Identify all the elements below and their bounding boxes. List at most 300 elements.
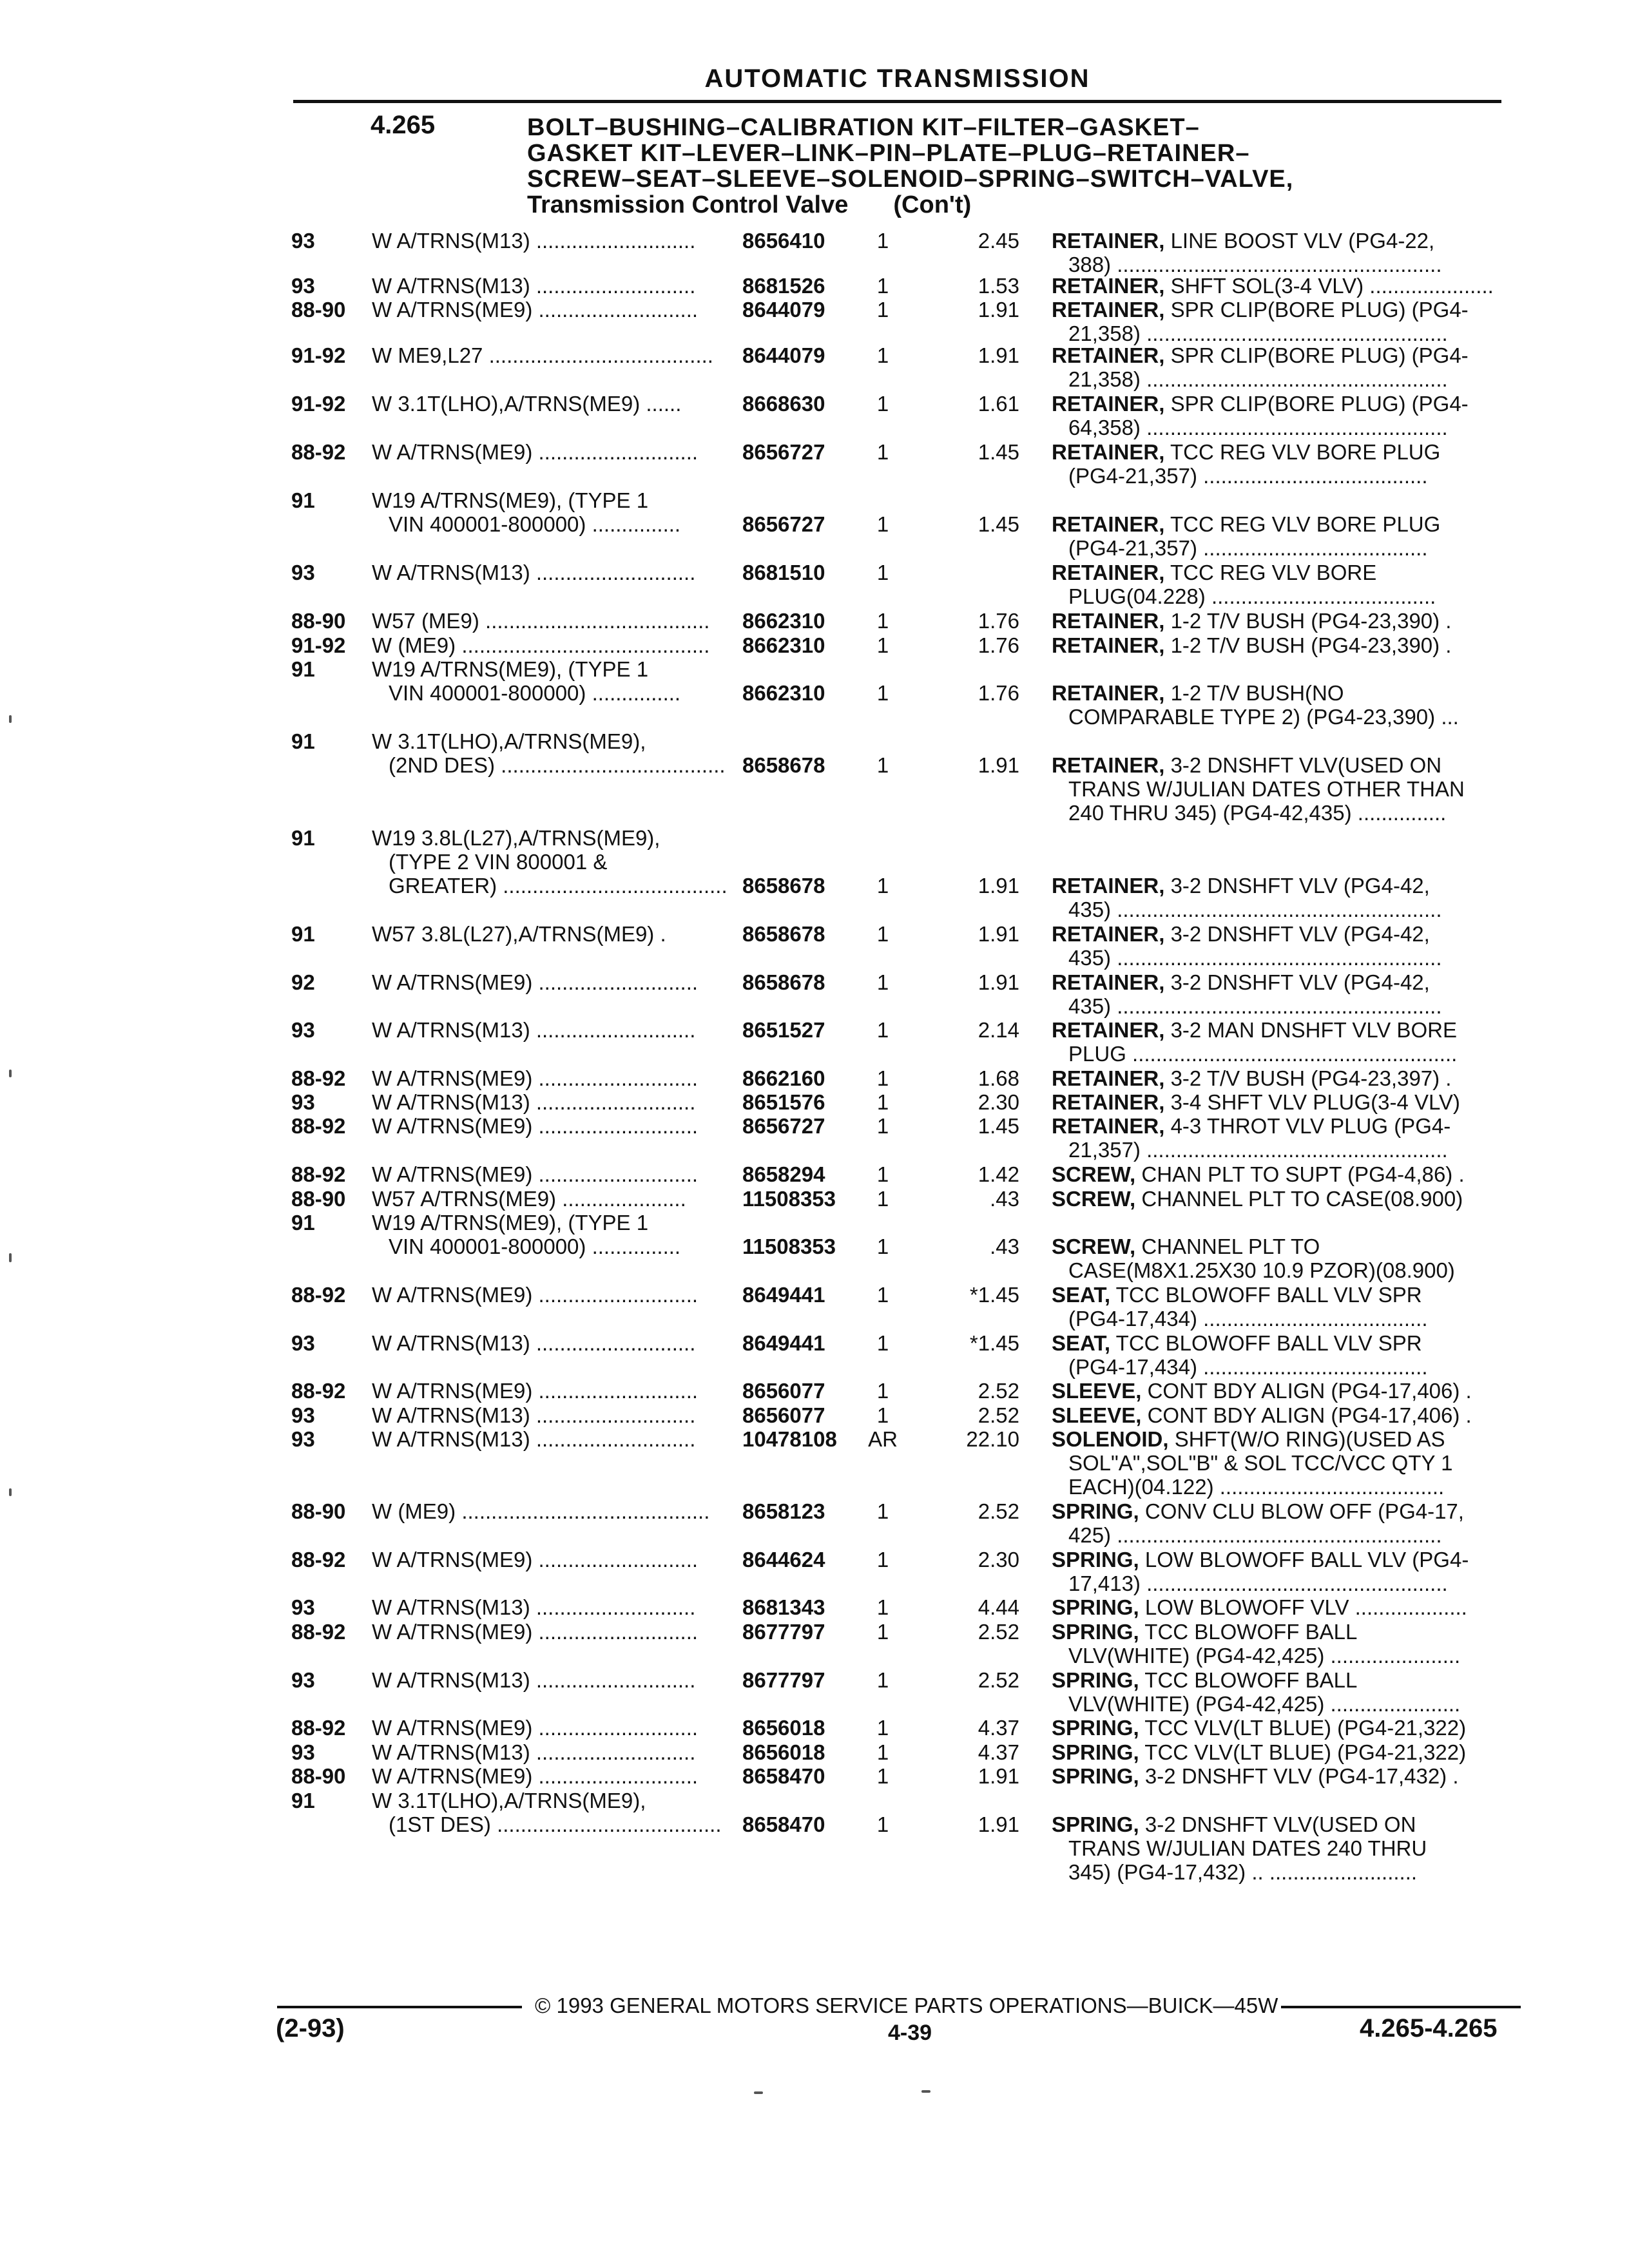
model-year: 88-90 — [291, 1764, 346, 1788]
part-name: SCREW, — [1052, 1162, 1136, 1186]
model-year: 88-92 — [291, 1379, 346, 1403]
usage-text: W A/TRNS(ME9) ........................... — [372, 1620, 699, 1644]
part-number: 8681343 — [742, 1595, 825, 1619]
part-number: 8656727 — [742, 440, 825, 464]
part-number: 8656018 — [742, 1716, 825, 1740]
usage-text: W A/TRNS(ME9) ........................... — [372, 1114, 699, 1138]
price: 2.52 — [978, 1499, 1019, 1523]
quantity: 1 — [876, 633, 889, 657]
scan-speck — [9, 715, 12, 723]
part-number: 8662310 — [742, 609, 825, 633]
description — [1052, 922, 1522, 946]
model-year: 91-92 — [291, 392, 346, 416]
part-name: RETAINER, — [1052, 392, 1165, 416]
space — [1135, 1187, 1141, 1211]
price: 1.53 — [978, 274, 1019, 298]
quantity: 1 — [876, 1379, 889, 1403]
description-continuation: 435) ....................................................... — [1068, 946, 1442, 970]
part-name: SCREW, — [1052, 1235, 1136, 1258]
usage-text: (1ST DES) ...................................... — [389, 1812, 722, 1836]
scan-speck — [754, 2091, 763, 2094]
description-text: 3-2 DNSHFT VLV (PG4-42, — [1170, 970, 1430, 994]
description-text: 4-3 THROT VLV PLUG (PG4- — [1170, 1114, 1451, 1138]
part-name: RETAINER, — [1052, 970, 1165, 994]
price: 2.52 — [978, 1668, 1019, 1692]
part-name: SLEEVE, — [1052, 1379, 1142, 1403]
usage-text: W A/TRNS(ME9) ........................... — [372, 1379, 699, 1403]
scan-speck — [9, 1253, 12, 1262]
price: 4.37 — [978, 1716, 1019, 1740]
usage-text: W 3.1T(LHO),A/TRNS(ME9), — [372, 1789, 646, 1812]
model-year: 93 — [291, 1427, 315, 1451]
part-name: RETAINER, — [1052, 512, 1165, 536]
model-year: 93 — [291, 1090, 315, 1114]
usage-text: W A/TRNS(M13) ........................... — [372, 1403, 696, 1427]
space — [1164, 392, 1170, 416]
description — [1052, 440, 1522, 464]
space — [1139, 1499, 1145, 1523]
footer-page-number: 4-39 — [888, 2021, 932, 2045]
part-name: RETAINER, — [1052, 298, 1165, 322]
usage-text: VIN 400001-800000) ............... — [389, 512, 681, 536]
part-name: RETAINER, — [1052, 609, 1165, 633]
description — [1052, 1764, 1522, 1788]
quantity: 1 — [876, 1090, 889, 1114]
price: 1.91 — [978, 874, 1019, 898]
space — [1110, 1331, 1116, 1355]
space — [1164, 1066, 1170, 1090]
part-number: 8656018 — [742, 1740, 825, 1764]
part-number: 8677797 — [742, 1668, 825, 1692]
quantity: 1 — [876, 1403, 889, 1427]
usage-text: W A/TRNS(ME9) ........................... — [372, 298, 699, 322]
price: 1.91 — [978, 343, 1019, 367]
part-number: 8656727 — [742, 512, 825, 536]
space — [1135, 1235, 1141, 1258]
usage-text: W57 A/TRNS(ME9) ..................... — [372, 1187, 686, 1211]
quantity: 1 — [876, 229, 889, 253]
quantity: 1 — [876, 1162, 889, 1186]
part-name: RETAINER, — [1052, 681, 1165, 705]
part-number: 8644624 — [742, 1548, 825, 1571]
price: 1.76 — [978, 681, 1019, 705]
price: 1.91 — [978, 753, 1019, 777]
quantity: AR — [868, 1427, 898, 1451]
space — [1164, 343, 1170, 367]
model-year: 91 — [291, 488, 315, 512]
description-continuation: 345) (PG4-17,432) .. ......................... — [1068, 1860, 1418, 1884]
space — [1164, 609, 1170, 633]
description-continuation: PLUG ....................................................... — [1068, 1042, 1458, 1066]
description-continuation: 21,358) ................................................... — [1068, 367, 1448, 391]
model-year: 88-92 — [291, 1716, 346, 1740]
part-name: SEAT, — [1052, 1283, 1111, 1307]
quantity: 1 — [876, 681, 889, 705]
quantity: 1 — [876, 753, 889, 777]
price: 1.45 — [978, 1114, 1019, 1138]
model-year: 88-90 — [291, 1499, 346, 1523]
description-continuation: (PG4-21,357) ...................................... — [1068, 536, 1428, 560]
price: 2.52 — [978, 1379, 1019, 1403]
model-year: 93 — [291, 561, 315, 584]
continued-label: (Con't) — [893, 191, 972, 218]
description-continuation: VLV(WHITE) (PG4-42,425) ...................... — [1068, 1692, 1461, 1716]
quantity: 1 — [876, 1114, 889, 1138]
description-text: 3-2 DNSHFT VLV(USED ON — [1170, 753, 1442, 777]
model-year: 88-92 — [291, 1066, 346, 1090]
part-name: SLEEVE, — [1052, 1403, 1142, 1427]
description-text: TCC BLOWOFF BALL VLV SPR — [1115, 1331, 1422, 1355]
quantity: 1 — [876, 512, 889, 536]
part-name: SPRING, — [1052, 1716, 1139, 1740]
price: 1.91 — [978, 298, 1019, 322]
part-number: 8644079 — [742, 343, 825, 367]
description-text: CONV CLU BLOW OFF (PG4-17, — [1144, 1499, 1464, 1523]
space — [1141, 1379, 1147, 1403]
description — [1052, 1235, 1522, 1258]
model-year: 88-92 — [291, 1162, 346, 1186]
price: 2.45 — [978, 229, 1019, 253]
part-name: SPRING, — [1052, 1595, 1139, 1619]
description — [1052, 1716, 1522, 1740]
price: 1.91 — [978, 1764, 1019, 1788]
price: 2.30 — [978, 1090, 1019, 1114]
description — [1052, 1499, 1522, 1523]
usage-text: W19 A/TRNS(ME9), (TYPE 1 — [372, 488, 649, 512]
quantity: 1 — [876, 1283, 889, 1307]
part-number: 8651576 — [742, 1090, 825, 1114]
model-year: 93 — [291, 1740, 315, 1764]
usage-text: VIN 400001-800000) ............... — [389, 681, 681, 705]
space — [1164, 1018, 1170, 1042]
description-text: 1-2 T/V BUSH (PG4-23,390) . — [1170, 609, 1452, 633]
description — [1052, 1018, 1522, 1042]
usage-text: W A/TRNS(ME9) ........................... — [372, 1764, 699, 1788]
part-name: RETAINER, — [1052, 922, 1165, 946]
price: 1.76 — [978, 609, 1019, 633]
description-text: SPR CLIP(BORE PLUG) (PG4- — [1170, 343, 1469, 367]
footer-date-code: (2-93) — [276, 2014, 345, 2042]
usage-text: W A/TRNS(M13) ........................... — [372, 1595, 696, 1619]
description-continuation: 17,413) ................................................... — [1068, 1571, 1448, 1595]
part-name: RETAINER, — [1052, 1090, 1165, 1114]
model-year: 91 — [291, 922, 315, 946]
part-name: SPRING, — [1052, 1548, 1139, 1571]
part-name: RETAINER, — [1052, 561, 1165, 584]
part-number: 11508353 — [742, 1187, 836, 1211]
description — [1052, 681, 1522, 705]
description-text: CHANNEL PLT TO CASE(08.900) — [1141, 1187, 1463, 1211]
price: 1.68 — [978, 1066, 1019, 1090]
usage-text: W19 A/TRNS(ME9), (TYPE 1 — [372, 1211, 649, 1235]
quantity: 1 — [876, 1548, 889, 1571]
usage-text: W57 (ME9) ...................................... — [372, 609, 710, 633]
part-number: 8658678 — [742, 753, 825, 777]
part-name: RETAINER, — [1052, 440, 1165, 464]
scan-speck — [921, 2090, 930, 2093]
part-name: RETAINER, — [1052, 874, 1165, 898]
description-continuation: 240 THRU 345) (PG4-42,435) ............... — [1068, 801, 1447, 825]
description-text: 3-2 DNSHFT VLV (PG4-17,432) . — [1144, 1764, 1459, 1788]
price: *1.45 — [969, 1331, 1019, 1355]
space — [1139, 1668, 1145, 1692]
part-name: SPRING, — [1052, 1812, 1139, 1836]
description-text: 3-2 MAN DNSHFT VLV BORE — [1170, 1018, 1457, 1042]
part-number: 8662310 — [742, 633, 825, 657]
model-year: 93 — [291, 229, 315, 253]
usage-text: W (ME9) .......................................... — [372, 1499, 710, 1523]
quantity: 1 — [876, 1764, 889, 1788]
part-name: RETAINER, — [1052, 753, 1165, 777]
part-name: SPRING, — [1052, 1499, 1139, 1523]
space — [1164, 922, 1170, 946]
description-continuation: CASE(M8X1.25X30 10.9 PZOR)(08.900) — [1068, 1258, 1455, 1282]
part-name: SPRING, — [1052, 1620, 1139, 1644]
description — [1052, 1331, 1522, 1355]
usage-text: W A/TRNS(ME9) ........................... — [372, 1283, 699, 1307]
space — [1164, 874, 1170, 898]
model-year: 91 — [291, 1789, 315, 1812]
usage-text: W A/TRNS(ME9) ........................... — [372, 1162, 699, 1186]
quantity: 1 — [876, 343, 889, 367]
space — [1139, 1740, 1145, 1764]
quantity: 1 — [876, 1812, 889, 1836]
usage-text: W A/TRNS(ME9) ........................... — [372, 1066, 699, 1090]
part-number: 8658470 — [742, 1764, 825, 1788]
title-line-2: GASKET KIT–LEVER–LINK–PIN–PLATE–PLUG–RETAINER– — [527, 140, 1250, 167]
description-text: 1-2 T/V BUSH (PG4-23,390) . — [1170, 633, 1452, 657]
space — [1164, 681, 1170, 705]
quantity: 1 — [876, 298, 889, 322]
part-name: RETAINER, — [1052, 229, 1165, 253]
part-name: SCREW, — [1052, 1187, 1136, 1211]
description-text: 3-2 T/V BUSH (PG4-23,397) . — [1170, 1066, 1452, 1090]
description — [1052, 1090, 1522, 1114]
description — [1052, 512, 1522, 536]
part-number: 8658294 — [742, 1162, 825, 1186]
quantity: 1 — [876, 392, 889, 416]
model-year: 88-92 — [291, 1548, 346, 1571]
space — [1139, 1620, 1145, 1644]
part-number: 8681510 — [742, 561, 825, 584]
part-number: 8656077 — [742, 1379, 825, 1403]
description — [1052, 298, 1522, 322]
description-continuation: 425) ....................................................... — [1068, 1523, 1442, 1547]
part-number: 8658470 — [742, 1812, 825, 1836]
description-text: SPR CLIP(BORE PLUG) (PG4- — [1170, 392, 1469, 416]
description — [1052, 1379, 1522, 1403]
usage-text: W A/TRNS(ME9) ........................... — [372, 440, 699, 464]
model-year: 93 — [291, 1668, 315, 1692]
space — [1139, 1548, 1145, 1571]
quantity: 1 — [876, 1331, 889, 1355]
quantity: 1 — [876, 1499, 889, 1523]
price: 1.45 — [978, 512, 1019, 536]
description-continuation: 21,358) ................................................... — [1068, 322, 1448, 345]
description-continuation: (PG4-17,434) ...................................... — [1068, 1355, 1428, 1379]
part-number: 8658678 — [742, 874, 825, 898]
usage-text: W A/TRNS(M13) ........................... — [372, 561, 696, 584]
model-year: 91 — [291, 1211, 315, 1235]
part-number: 8649441 — [742, 1283, 825, 1307]
usage-text: W19 3.8L(L27),A/TRNS(ME9), — [372, 826, 660, 850]
space — [1135, 1162, 1141, 1186]
price: 2.30 — [978, 1548, 1019, 1571]
model-year: 88-92 — [291, 440, 346, 464]
description — [1052, 874, 1522, 898]
description-text: TCC BLOWOFF BALL — [1144, 1668, 1358, 1692]
description-text: SHFT(W/O RING)(USED AS — [1174, 1427, 1445, 1451]
description — [1052, 633, 1522, 657]
page-header: AUTOMATIC TRANSMISSION — [704, 64, 1090, 93]
scan-speck — [9, 1488, 12, 1496]
description-continuation: 435) ....................................................... — [1068, 994, 1442, 1018]
description-continuation: 435) ....................................................... — [1068, 898, 1442, 921]
description-continuation: SOL"A",SOL"B" & SOL TCC/VCC QTY 1 — [1068, 1451, 1453, 1475]
part-name: RETAINER, — [1052, 343, 1165, 367]
description-continuation: 388) ....................................................... — [1068, 253, 1442, 276]
part-number: 8662160 — [742, 1066, 825, 1090]
model-year: 93 — [291, 274, 315, 298]
model-year: 88-90 — [291, 609, 346, 633]
space — [1164, 440, 1170, 464]
part-number: 8649441 — [742, 1331, 825, 1355]
part-number: 11508353 — [742, 1235, 836, 1258]
model-year: 91 — [291, 657, 315, 681]
price: *1.45 — [969, 1283, 1019, 1307]
description — [1052, 1066, 1522, 1090]
description — [1052, 1740, 1522, 1764]
model-year: 91-92 — [291, 343, 346, 367]
part-number: 8656727 — [742, 1114, 825, 1138]
usage-text: W ME9,L27 ...................................... — [372, 343, 713, 367]
part-name: SPRING, — [1052, 1668, 1139, 1692]
description-continuation: 64,358) ................................................... — [1068, 416, 1448, 439]
part-name: RETAINER, — [1052, 633, 1165, 657]
title-line-1: BOLT–BUSHING–CALIBRATION KIT–FILTER–GASKET– — [527, 114, 1200, 141]
usage-text: W A/TRNS(M13) ........................... — [372, 1427, 696, 1451]
footer-section-range: 4.265-4.265 — [1360, 2014, 1498, 2042]
space — [1164, 512, 1170, 536]
price: 1.91 — [978, 922, 1019, 946]
quantity: 1 — [876, 1716, 889, 1740]
usage-text: W57 3.8L(L27),A/TRNS(ME9) . — [372, 922, 666, 946]
price: 1.76 — [978, 633, 1019, 657]
description — [1052, 392, 1522, 416]
part-name: SPRING, — [1052, 1740, 1139, 1764]
description — [1052, 1187, 1522, 1211]
part-name: RETAINER, — [1052, 1114, 1165, 1138]
price: 4.37 — [978, 1740, 1019, 1764]
model-year: 88-90 — [291, 298, 346, 322]
description-text: 3-2 DNSHFT VLV (PG4-42, — [1170, 922, 1430, 946]
part-number: 8644079 — [742, 298, 825, 322]
description-continuation: (PG4-21,357) ...................................... — [1068, 464, 1428, 488]
price: 1.42 — [978, 1162, 1019, 1186]
description-text: CONT BDY ALIGN (PG4-17,406) . — [1147, 1403, 1472, 1427]
description — [1052, 1114, 1522, 1138]
description-text: 3-2 DNSHFT VLV (PG4-42, — [1170, 874, 1430, 898]
part-number: 8651527 — [742, 1018, 825, 1042]
description — [1052, 1162, 1522, 1186]
quantity: 1 — [876, 1595, 889, 1619]
usage-text: W A/TRNS(M13) ........................... — [372, 274, 696, 298]
part-number: 8656410 — [742, 229, 825, 253]
description-text: TCC REG VLV BORE — [1170, 561, 1377, 584]
description — [1052, 1668, 1522, 1692]
description-text: TCC REG VLV BORE PLUG — [1170, 440, 1441, 464]
space — [1164, 1090, 1170, 1114]
price: 1.45 — [978, 440, 1019, 464]
description-text: LOW BLOWOFF BALL VLV (PG4- — [1144, 1548, 1469, 1571]
description — [1052, 1620, 1522, 1644]
space — [1164, 229, 1170, 253]
usage-text: W19 A/TRNS(ME9), (TYPE 1 — [372, 657, 649, 681]
part-name: SPRING, — [1052, 1764, 1139, 1788]
description-text: 3-4 SHFT VLV PLUG(3-4 VLV) — [1170, 1090, 1460, 1114]
model-year: 92 — [291, 970, 315, 994]
quantity: 1 — [876, 1620, 889, 1644]
part-number: 8662310 — [742, 681, 825, 705]
part-number: 8677797 — [742, 1620, 825, 1644]
space — [1139, 1595, 1145, 1619]
quantity: 1 — [876, 274, 889, 298]
part-name: RETAINER, — [1052, 1018, 1165, 1042]
description-text: LOW BLOWOFF VLV ................... — [1144, 1595, 1467, 1619]
description — [1052, 1595, 1522, 1619]
footer-rule-left — [277, 2006, 522, 2008]
part-number: 8656077 — [742, 1403, 825, 1427]
description — [1052, 1283, 1522, 1307]
description-continuation: 21,357) ................................................... — [1068, 1138, 1448, 1162]
description — [1052, 1812, 1522, 1836]
price: 2.52 — [978, 1620, 1019, 1644]
part-number: 8681526 — [742, 274, 825, 298]
space — [1139, 1716, 1145, 1740]
description — [1052, 970, 1522, 994]
description-continuation: PLUG(04.228) ...................................... — [1068, 584, 1436, 608]
description — [1052, 1403, 1522, 1427]
usage-text: W A/TRNS(ME9) ........................... — [372, 1716, 699, 1740]
quantity: 1 — [876, 609, 889, 633]
description — [1052, 753, 1522, 777]
description-text: TCC BLOWOFF BALL — [1144, 1620, 1358, 1644]
quantity: 1 — [876, 1740, 889, 1764]
description-text: 1-2 T/V BUSH(NO — [1170, 681, 1344, 705]
model-year: 93 — [291, 1595, 315, 1619]
description — [1052, 343, 1522, 367]
model-year: 88-92 — [291, 1620, 346, 1644]
description-text: SHFT SOL(3-4 VLV) ..................... — [1170, 274, 1494, 298]
model-year: 88-92 — [291, 1283, 346, 1307]
footer-copyright: © 1993 GENERAL MOTORS SERVICE PARTS OPERATIONS—BUICK—45W — [535, 1994, 1278, 2017]
description-continuation: TRANS W/JULIAN DATES 240 THRU — [1068, 1836, 1427, 1860]
quantity: 1 — [876, 1066, 889, 1090]
quantity: 1 — [876, 970, 889, 994]
description-continuation: (PG4-17,434) ...................................... — [1068, 1307, 1428, 1331]
price: 1.91 — [978, 970, 1019, 994]
model-year: 93 — [291, 1018, 315, 1042]
space — [1164, 1114, 1170, 1138]
space — [1169, 1427, 1175, 1451]
part-number: 8658678 — [742, 970, 825, 994]
usage-text: W A/TRNS(M13) ........................... — [372, 1740, 696, 1764]
quantity: 1 — [876, 561, 889, 584]
model-year: 88-90 — [291, 1187, 346, 1211]
part-name: RETAINER, — [1052, 274, 1165, 298]
usage-text: GREATER) ...................................... — [389, 874, 728, 898]
usage-text: (TYPE 2 VIN 800001 & — [389, 850, 608, 874]
